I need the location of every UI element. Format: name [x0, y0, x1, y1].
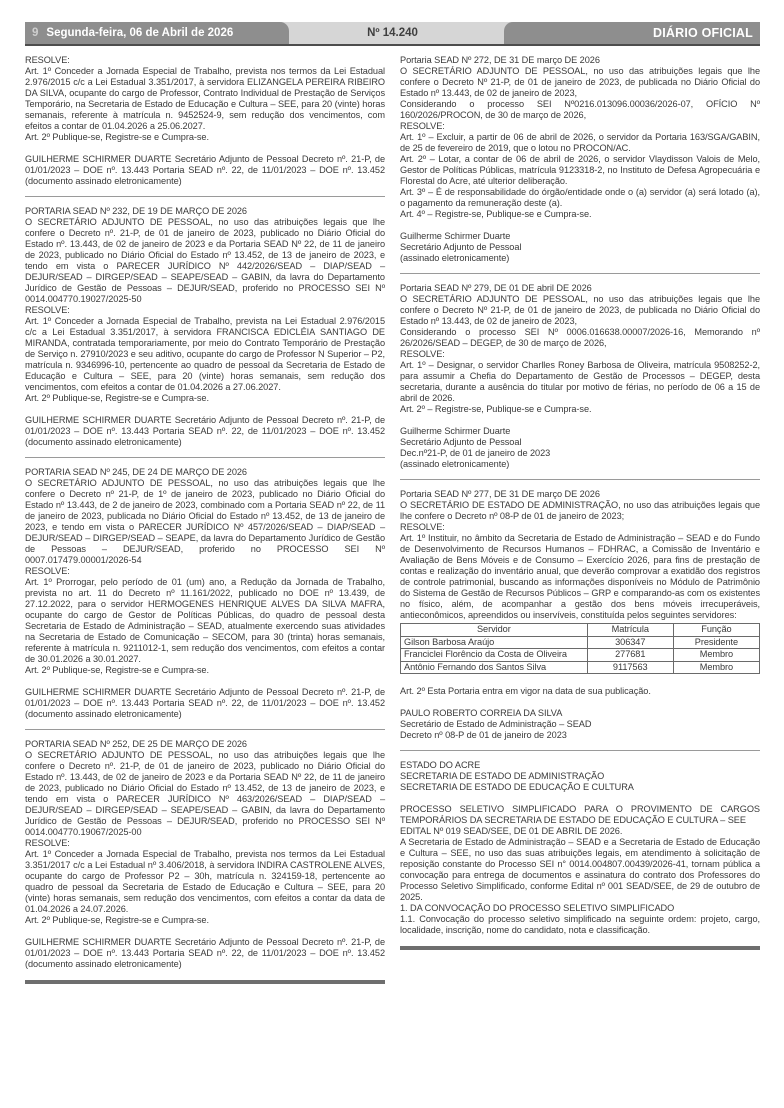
paragraph: GUILHERME SCHIRMER DUARTE Secretário Adjunto de Pessoal Decreto nº. 21-P, de 01/01/2023 – DOE nº. 13.443 Portaria SEAD nº. 22, de 11/01/2023 – DOE nº. 13.452 (documento assinado eletronicamente) [25, 937, 385, 969]
paragraph: Art. 1º Conceder a Jornada Especial de Trabalho, prevista nos termos da Lei Estadual 3.351/2017 c/c a Lei Estadual nº 3.406/2018, à servidora INDIRA CASTROLENE ALVES, ocupante do cargo de Professor P2 – 30h, matrícula n. 324159-18, pertencente ao quadro de pessoal da Secretaria de Estado de Educação e Cultura – SEE, para 20 (vinte) horas semanais, sem redução dos vencimentos, com efeitos a contar da data de 01.04.2026 a 24.07.2026. [25, 849, 385, 914]
paragraph: O SECRETÁRIO ADJUNTO DE PESSOAL, no uso das atribuições legais que lhe confere o Decreto nº. 21-P, de 01 de janeiro de 2023, publicado no Diário Oficial do Estado nº. 13.443, de 02 de janeiro de 2023 e da Portaria SEAD Nº 22, de 11 de janeiro de 2023, publicado no Diário Oficial do Estado nº 13.452, de 13 de janeiro de 2023, e tendo em vista o PARECER JURÍDICO Nº 442/2026/SEAD – DIAP/SEAD – DEJUR/SEAD – DIRGEP/SEAD – SEAPE/SEAD – GABIN, da lavra do Departamento Jurídico de Gestão de Pessoas – DEJUR/SEAD, proferido no PROCESSO SEI Nº 0014.004770.19027/2025-50 [25, 217, 385, 304]
paragraph: O SECRETÁRIO ADJUNTO DE PESSOAL, no uso das atribuições legais que lhe confere o Decreto Nº 21-P, de 01 de janeiro de 2023, de publicada no Diário Oficial do Estado nº 13.443, de 02 de janeiro de 2023, [400, 66, 760, 98]
header-date-bar [25, 22, 289, 44]
table-cell: Membro [673, 661, 759, 674]
portaria-252-block [25, 739, 385, 970]
paragraph: RESOLVE: [25, 305, 70, 315]
paragraph: PORTARIA SEAD Nº 252, DE 25 DE MARÇO DE 2026 [25, 739, 247, 749]
separator-rule [400, 273, 760, 274]
table-header-row [401, 624, 760, 637]
paragraph: Portaria SEAD Nº 272, DE 31 DE março DE 2026 [400, 55, 600, 65]
separator-rule [25, 196, 385, 197]
table-header-cell: Função [673, 624, 759, 637]
paragraph: Portaria SEAD Nº 277, DE 31 DE março DE 2026 [400, 489, 600, 499]
paragraph: PAULO ROBERTO CORREIA DA SILVA [400, 708, 563, 718]
paragraph: Guilherme Schirmer Duarte [400, 426, 511, 436]
paragraph: Art. 4º – Registre-se, Publique-se e Cumpra-se. [400, 209, 592, 219]
table-header-cell: Servidor [401, 624, 588, 637]
paragraph: Secretário Adjunto de Pessoal [400, 437, 522, 447]
table-header-cell: Matrícula [587, 624, 673, 637]
paragraph: (assinado eletronicamente) [400, 253, 510, 263]
paragraph-spacer [400, 415, 760, 426]
separator-rule [400, 750, 760, 751]
paragraph: RESOLVE: [400, 349, 445, 359]
paragraph: EDITAL Nº 019 SEAD/SEE, DE 01 DE ABRIL DE 2026. [400, 826, 623, 836]
paragraph-spacer [400, 697, 760, 708]
paragraph-spacer [25, 926, 385, 937]
page-header [25, 22, 760, 46]
table-cell: Membro [673, 649, 759, 662]
paragraph: Art. 2º Publique-se, Registre-se e Cumpra-se. [25, 915, 209, 925]
paragraph: Art. 2º – Registre-se, Publique-se e Cumpra-se. [400, 404, 592, 414]
portaria-232-block [25, 206, 385, 448]
paragraph: GUILHERME SCHIRMER DUARTE Secretário Adjunto de Pessoal Decreto nº. 21-P, de 01/01/2023 – DOE nº. 13.443 Portaria SEAD nº. 22, de 11/01/2023 – DOE nº. 13.452 (documento assinado eletronicamente) [25, 154, 385, 186]
table-cell: 306347 [587, 636, 673, 649]
paragraph: Art. 2º Publique-se, Registre-se e Cumpra-se. [25, 132, 209, 142]
header-masthead-bar [504, 22, 760, 44]
paragraph: Secretário Adjunto de Pessoal [400, 242, 522, 252]
paragraph: SECRETARIA DE ESTADO DE ADMINISTRAÇÃO [400, 771, 605, 781]
paragraph: Art. 1º Conceder a Jornada Especial de Trabalho, prevista na Lei Estadual 2.976/2015 c/c a Lei Estadual 3.351/2017, à servidora FRANCISCA EDICLÉIA SANTIAGO DE MIRANDA, contratada temporariamente, por meio do Contrato Temporário de Prestação de Serviço n. 27910/2023 e seu aditivo, ocupante do cargo de Professor N Superior – P2, matrícula n. 9346996-10, pertencente ao quadro de pessoal da Secretaria de Estado de Educação e Cultura – SEE, para 20 (vinte) horas semanais, sem redução dos vencimentos, com efeitos a contar de 01.04.2026 a 27.06.2027. [25, 316, 385, 392]
paragraph: Art. 2º Publique-se, Registre-se e Cumpra-se. [25, 393, 209, 403]
portaria-277-closing-block [400, 675, 760, 741]
paragraph: 1.1. Convocação do processo seletivo simplificado na seguinte ordem: projeto, cargo, localidade, inscrição, nome do candidato, nota e classificação. [400, 914, 760, 935]
table-row [401, 636, 760, 649]
commission-members-table [400, 623, 760, 674]
edital-019-block [400, 760, 760, 936]
paragraph: Art. 1º – Excluir, a partir de 06 de abril de 2026, o servidor da Portaria 163/SGA/GABIN, de 25 de fevereiro de 2019, que o lotou no PROCON/AC. [400, 132, 760, 153]
document-body [25, 55, 760, 994]
separator-rule [25, 729, 385, 730]
paragraph: PROCESSO SELETIVO SIMPLIFICADO PARA O PROVIMENTO DE CARGOS TEMPORÁRIOS DA SECRETARIA DE ESTADO DE EDUCAÇÃO E CULTURA – SEE [400, 804, 760, 825]
paragraph-spacer [25, 676, 385, 687]
edition-number: Nº 14.240 [367, 27, 418, 39]
paragraph: Art. 2º – Lotar, a contar de 06 de abril de 2026, o servidor Vlaydisson Valois de Melo, Gestor de Políticas Públicas, matrícula 9123318-2, no Instituto de Defesa Agropecuária e Florestal do Acre, até ulterior deliberação. [400, 154, 760, 186]
table-cell: Presidente [673, 636, 759, 649]
paragraph: O SECRETÁRIO ADJUNTO DE PESSOAL, no uso das atribuições legais que lhe confere o Decreto Nº 21-P, de 01 de janeiro de 2023, de publicada no Diário Oficial do Estado nº 13.443, de 02 de janeiro de 2023, [400, 294, 760, 326]
portaria-277-block [400, 489, 760, 621]
paragraph: PORTARIA SEAD Nº 232, DE 19 DE MARÇO DE 2026 [25, 206, 247, 216]
paragraph: RESOLVE: [25, 55, 70, 65]
portaria-279-block [400, 283, 760, 470]
paragraph: Art. 1º Instituir, no âmbito da Secretaria de Estado de Administração – SEAD e do Fundo de Desenvolvimento de Recursos Humanos – FDHRAC, a Comissão de Inventário e Avaliação de Bens Móveis e de Consumo – Exercício 2026, para fins de prestação de contas e realização do inventário anual, que deverão comprovar a exatidão dos registros de controle patrimonial, buscando as informações disponíveis no Módulo de Patrimônio do Sistema de Gestão de Recursos Públicos – GRP e comparando-as com os existentes no físico, além, de acompanhar a gestão dos bens móveis irrecuperáveis, antieconômicos, apreendidos ou inservíveis, constituída pelos seguintes servidores: [400, 533, 760, 620]
paragraph: Considerando o processo SEI Nº 0006.016638.00007/2026-16, Memorando nº 26/2026/SEAD – DEGEP, de 30 de março de 2026, [400, 327, 760, 348]
paragraph: Art. 1º Prorrogar, pelo período de 01 (um) ano, a Redução da Jornada de Trabalho, prevista no art. 11 do Decreto nº 11.161/2022, publicado no DOE nº 13.439, de 27.12.2022, para o servidor HERMOGENES HENRIQUE ALVES DA SILVA MAFRA, ocupante do cargo de Gestor de Políticas Públicas, do quadro de pessoal desta Secretaria de Estado de Administração – SEAD, atualmente exercendo suas atividades na Secretaria de Estado de Comunicação – SECOM, para 30 (trinta) horas semanais, referente à matrícula n. 9211012-1, sem redução dos vencimentos, com efeitos a contar de 30.01.2026 a 30.01.2027. [25, 577, 385, 664]
section-end-rule [400, 946, 760, 950]
table-row [401, 661, 760, 674]
table-row [401, 649, 760, 662]
table-cell: Franciclei Florêncio da Costa de Oliveira [401, 649, 588, 662]
paragraph: 1. DA CONVOCAÇÃO DO PROCESSO SELETIVO SIMPLIFICADO [400, 903, 675, 913]
separator-rule [400, 479, 760, 480]
portaria-245-block [25, 467, 385, 720]
paragraph: Portaria SEAD Nº 279, DE 01 DE abril DE 2026 [400, 283, 592, 293]
paragraph: Art. 1º – Designar, o servidor Charlles Roney Barbosa de Oliveira, matrícula 9508252-2, para assumir a Chefia do Departamento de Gestão de Processos – DEGEP, desta secretaria, durante a ausência do titular por motivo de férias, no período de 06 a 15 de abril de 2026. [400, 360, 760, 403]
paragraph: Art. 1º Conceder a Jornada Especial de Trabalho, prevista nos termos da Lei Estadual 2.976/2015 c/c a Lei Estadual 3.351/2017, à servidora ELIZANGELA PEREIRA RIBEIRO DA SILVA, ocupante do cargo de Professor, Contrato Individual de Prestação de Serviços Temporário, na Secretaria de Estado de Educação e Cultura – SEE, para 20 (vinte) horas semanais, referente à matrícula n. 9452524-9, sem redução dos vencimentos, com efeitos a contar de 01.04.2026 a 25.06.2027. [25, 66, 385, 131]
paragraph: ESTADO DO ACRE [400, 760, 481, 770]
paragraph: SECRETARIA DE ESTADO DE EDUCAÇÃO E CULTURA [400, 782, 634, 792]
paragraph: Considerando o processo SEI Nº0216.013096.00036/2026-07, OFÍCIO Nº 160/2026/PROCON, de 30 de março de 2026, [400, 99, 760, 120]
paragraph-spacer [400, 675, 760, 686]
paragraph: Guilherme Schirmer Duarte [400, 231, 511, 241]
portaria-continuation-block [25, 55, 385, 187]
paragraph-spacer [25, 143, 385, 154]
paragraph: Decreto nº 08-P de 01 de janeiro de 2023 [400, 730, 567, 740]
paragraph: RESOLVE: [25, 838, 70, 848]
page-number: 9 [32, 27, 39, 39]
paragraph: GUILHERME SCHIRMER DUARTE Secretário Adjunto de Pessoal Decreto nº. 21-P, de 01/01/2023 – DOE nº. 13.443 Portaria SEAD nº. 22, de 11/01/2023 – DOE nº. 13.452 (documento assinado eletronicamente) [25, 687, 385, 719]
paragraph: O SECRETÁRIO DE ESTADO DE ADMINISTRAÇÃO, no uso das atribuições legais que lhe confere o Decreto nº 08-P de 01 de janeiro de 2023; [400, 500, 760, 521]
paragraph: Art. 2º Publique-se, Registre-se e Cumpra-se. [25, 665, 209, 675]
section-end-rule [25, 980, 385, 984]
paragraph: RESOLVE: [400, 522, 445, 532]
paragraph: GUILHERME SCHIRMER DUARTE Secretário Adjunto de Pessoal Decreto nº. 21-P, de 01/01/2023 – DOE nº. 13.443 Portaria SEAD nº. 22, de 11/01/2023 – DOE nº. 13.452 (documento assinado eletronicamente) [25, 415, 385, 447]
table-cell: Antônio Fernando dos Santos Silva [401, 661, 588, 674]
paragraph: Art. 3º – É de responsabilidade do órgão/entidade onde o (a) servidor (a) será lotado (a), o pagamento da remuneração deste (a). [400, 187, 760, 208]
paragraph: Art. 2º Esta Portaria entra em vigor na data de sua publicação. [400, 686, 651, 696]
portaria-272-block [400, 55, 760, 264]
paragraph: RESOLVE: [25, 566, 70, 576]
paragraph: O SECRETÁRIO ADJUNTO DE PESSOAL, no uso das atribuições legais que lhe confere o Decreto nº. 21-P, de 01 de janeiro de 2023, publicado no Diário Oficial do Estado nº. 13.443, de 02 de janeiro de 2023 e da Portaria SEAD Nº 22, de 11 de janeiro de 2023, publicado no Diário Oficial do Estado nº 13.452, de 13 de janeiro de 2023, e tendo em vista o PARECER JURÍDICO Nº 463/2026/SEAD – DIAP/SEAD – DEJUR/SEAD – DIRGEP/SEAD – SEAPE/SEAD – GABIN, da lavra do Departamento Jurídico de Gestão de Pessoas – DEJUR/SEAD, proferido no PROCESSO SEI Nº 0014.004770.19067/2025-00 [25, 750, 385, 837]
paragraph-spacer [400, 793, 760, 804]
paragraph: O SECRETÁRIO ADJUNTO DE PESSOAL, no uso das atribuições legais que lhe confere o Decreto nº 21-P, de 1º de janeiro de 2023, publicado no Diário Oficial do Estado nº 13.443, de 2 de janeiro de 2023, combinado com a Portaria SEAD nº 22, de 11 de janeiro de 2023, publicada no Diário Oficial do Estado nº 13.452, de 13 de janeiro de 2023, e tendo em vista o PARECER JURÍDICO Nº 457/2026/SEAD – DIAP/SEAD – DEJUR/SEAD – DIRGEP/SEAD – SEAPE, da lavra do Departamento Jurídico de Gestão de Pessoas – DEJUR/SEAD, proferido no PROCESSO SEI Nº 0007.017479.00001/2026-54 [25, 478, 385, 565]
right-column [400, 55, 760, 994]
paragraph: A Secretaria de Estado de Administração – SEAD e a Secretaria de Estado de Educação e Cultura – SEE, no uso das suas atribuições legais, em atendimento à solicitação de reposição constante do Processo SEI n° 0014.004807.00439/2026-41, tornam pública a convocação para entrega de documentos e assinatura do contrato dos Professores do Processo Seletivo Simplificado, conforme Edital nº 001 SEAD/SEE, de 29 de outubro de 2025. [400, 837, 760, 902]
paragraph: PORTARIA SEAD Nº 245, DE 24 DE MARÇO DE 2026 [25, 467, 247, 477]
left-column [25, 55, 385, 994]
paragraph-spacer [400, 220, 760, 231]
separator-rule [25, 457, 385, 458]
table-cell: Gilson Barbosa Araújo [401, 636, 588, 649]
masthead-title: DIÁRIO OFICIAL [652, 26, 753, 40]
header-date: Segunda-feira, 06 de Abril de 2026 [46, 27, 234, 39]
table-cell: 277681 [587, 649, 673, 662]
paragraph: Dec.nº21-P, de 01 de janeiro de 2023 [400, 448, 551, 458]
paragraph: RESOLVE: [400, 121, 445, 131]
table-cell: 9117563 [587, 661, 673, 674]
paragraph: Secretário de Estado de Administração – SEAD [400, 719, 592, 729]
paragraph-spacer [25, 404, 385, 415]
paragraph: (assinado eletronicamente) [400, 459, 510, 469]
